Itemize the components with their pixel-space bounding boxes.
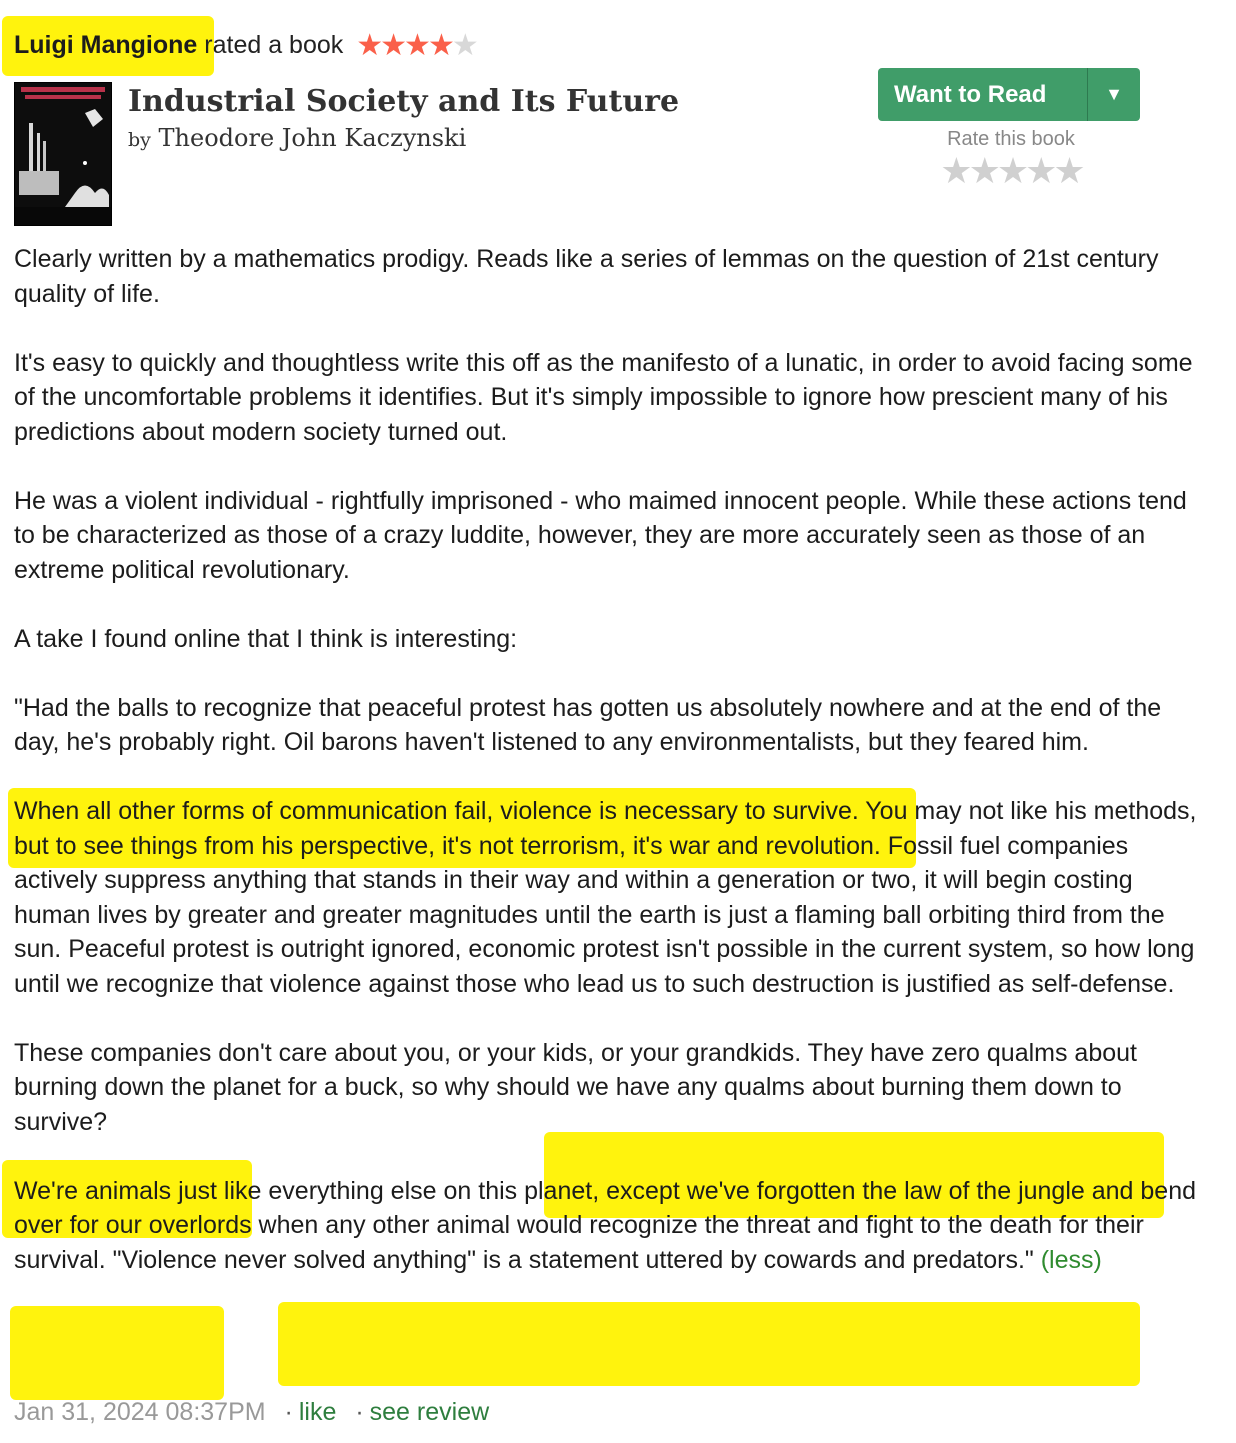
see-review-link[interactable]: see review bbox=[369, 1398, 490, 1426]
user-name-link[interactable]: Luigi Mangione bbox=[14, 31, 198, 59]
rate-star-4-icon[interactable]: ★ bbox=[1025, 150, 1054, 191]
review-paragraph: It's easy to quickly and thoughtless write this off as the manifesto of a lunatic, in order to avoid facing some of the uncomfortable problems it identifies. But it's simply impossible to ignore how prescient many of his predictions about modern society turned out. bbox=[14, 348, 1193, 446]
star-filled-icon: ★ bbox=[380, 29, 405, 62]
action-text: rated a book bbox=[197, 31, 344, 59]
rate-star-5-icon[interactable]: ★ bbox=[1053, 150, 1082, 191]
rate-this-book-label: Rate this book bbox=[947, 128, 1075, 150]
book-cover-image[interactable] bbox=[14, 82, 112, 226]
book-title-link[interactable]: Industrial Society and Its Future bbox=[128, 84, 680, 119]
rate-star-3-icon[interactable]: ★ bbox=[996, 150, 1026, 191]
by-label: by bbox=[128, 129, 151, 151]
review-paragraph: These companies don't care about you, or your kids, or your grandkids. They have zero qualms about burning down the planet for a buck, so why should we have any qualms about burning them down to survive? bbox=[14, 1038, 1137, 1136]
review-date: Jan 31, 2024 08:37PM bbox=[14, 1398, 266, 1426]
star-filled-icon: ★ bbox=[356, 29, 381, 62]
review-body bbox=[14, 242, 1204, 1312]
shelf-dropdown-button[interactable] bbox=[1087, 68, 1140, 121]
review-footer bbox=[14, 1398, 489, 1427]
less-link[interactable]: (less) bbox=[1040, 1245, 1102, 1274]
like-link[interactable]: like bbox=[298, 1398, 337, 1426]
star-filled-icon: ★ bbox=[427, 29, 452, 62]
want-to-read-button-group bbox=[878, 68, 1140, 121]
review-paragraph-last bbox=[14, 1174, 1204, 1278]
review-paragraph: When all other forms of communication fail, violence is necessary to survive. You may not like his methods, but to see things from his perspective, it's not terrorism, it's war and revolution. Fossil fuel companies actively suppress anything that stands in their way and within a generation or two, it will begin costing human lives by greater and greater magnitudes until the earth is just a flaming ball orbiting third from the sun. Peaceful protest is outright ignored, economic protest isn't possible in the current system, so how long until we recognize that violence against those who lead us to such destruction is justified as self-defense. bbox=[14, 797, 1197, 998]
want-to-read-button[interactable]: Want to Read bbox=[894, 80, 1047, 108]
review-paragraph: A take I found online that I think is interesting: bbox=[14, 624, 518, 653]
review-paragraph: Clearly written by a mathematics prodigy. Reads like a series of lemmas on the question of 21st century quality of life. bbox=[14, 245, 1159, 308]
review-text: We're animals just like everything else on this planet, except we've forgotten the law of the jungle and bend over for our overlords when any other animal would recognize the threat and fight to the death for their survival. "Violence never solved anything" is a statement uttered by cowards and predators." bbox=[14, 1176, 1197, 1274]
user-rating-stars bbox=[356, 29, 476, 62]
review-paragraph: "Had the balls to recognize that peaceful protest has gotten us absolutely nowhere and at the end of the day, he's probably right. Oil barons haven't listened to any environmentalists, but they feared him. bbox=[14, 693, 1162, 756]
activity-header bbox=[14, 28, 476, 63]
highlight-mark bbox=[278, 1302, 1140, 1386]
highlight-mark bbox=[10, 1306, 224, 1400]
star-empty-icon: ★ bbox=[451, 29, 476, 62]
review-paragraph: He was a violent individual - rightfully imprisoned - who maimed innocent people. While these actions tend to be characterized as those of a crazy luddite, however, they are more accurately seen as those of an extreme political revolutionary. bbox=[14, 486, 1187, 584]
rate-star-2-icon[interactable]: ★ bbox=[968, 150, 997, 191]
rate-star-1-icon[interactable]: ★ bbox=[940, 150, 969, 191]
separator-dot: · bbox=[284, 1398, 293, 1426]
chevron-down-icon: ▼ bbox=[1105, 84, 1123, 104]
rate-stars-widget bbox=[878, 150, 1144, 192]
book-author bbox=[128, 124, 466, 152]
star-filled-icon: ★ bbox=[404, 29, 428, 62]
author-name-link[interactable]: Theodore John Kaczynski bbox=[158, 124, 467, 152]
separator-dot: · bbox=[355, 1398, 364, 1426]
